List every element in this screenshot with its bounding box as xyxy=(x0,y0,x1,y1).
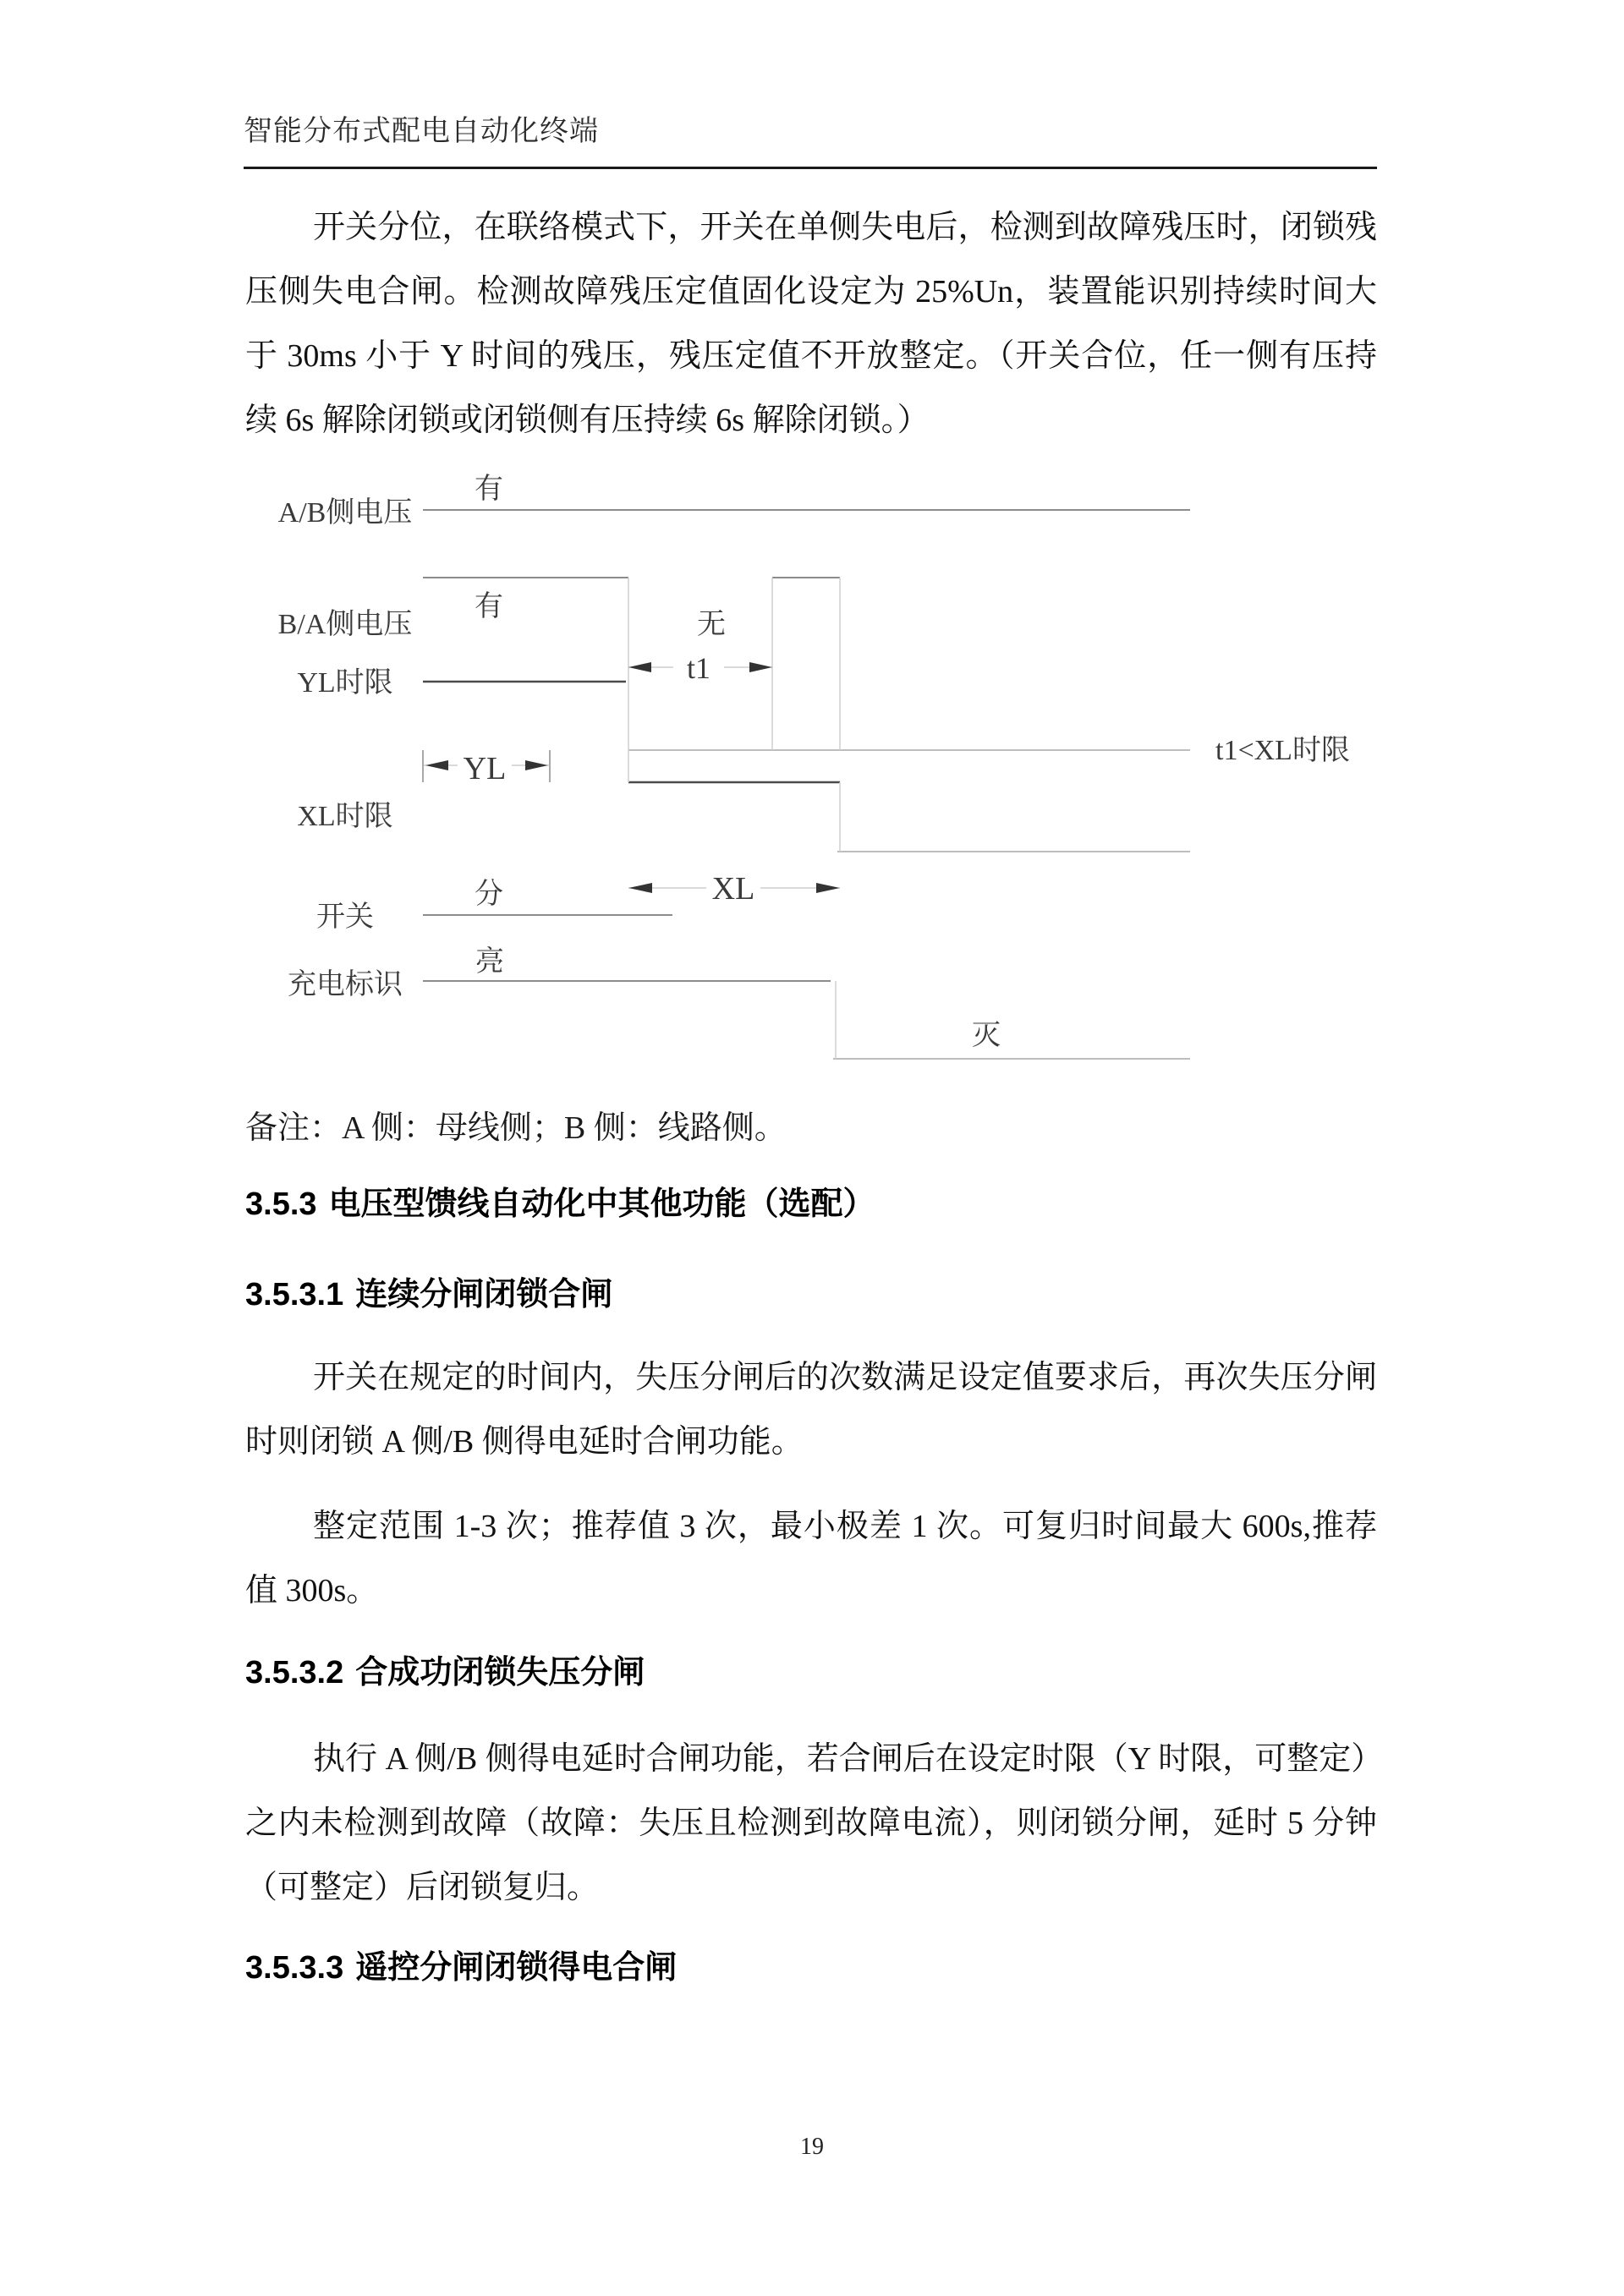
header-rule xyxy=(244,167,1377,169)
state-charge-out: 灭 xyxy=(972,1020,1001,1051)
xl-right-arrow-icon xyxy=(816,883,840,893)
xl-dimension-label: XL xyxy=(711,871,755,907)
heading-number: 3.5.3.2 xyxy=(245,1655,344,1690)
text-line: 执行 A 侧/B 侧得电延时合闸功能，若合闸后在设定时限（Y 时限，可整定） xyxy=(313,1741,1384,1777)
text-line: 整定范围 1-3 次；推荐值 3 次，最小极差 1 次。可复归时间最大 600s,推荐 xyxy=(313,1509,1377,1544)
paragraph-lockout-count xyxy=(245,1345,1377,1474)
page-number: 19 xyxy=(800,2134,824,2160)
yl-dimension-label: YL xyxy=(463,751,507,786)
heading-number: 3.5.3 xyxy=(245,1186,317,1222)
row-label-yl-limit: YL时限 xyxy=(297,667,393,699)
t1-left-arrow-icon xyxy=(628,662,651,672)
xl-left-arrow-icon xyxy=(628,883,652,893)
state-ba-absent: 无 xyxy=(697,609,726,640)
text-line: （可整定）后闭锁复归。 xyxy=(245,1870,600,1905)
state-ba-present: 有 xyxy=(475,591,503,622)
heading-title: 连续分闸闭锁合闸 xyxy=(355,1277,613,1312)
heading-3-5-3-3 xyxy=(245,1936,1377,2000)
heading-3-5-3 xyxy=(245,1172,1377,1236)
text-line: 开关在规定的时间内，失压分闸后的次数满足设定值要求后，再次失压分闸 xyxy=(313,1360,1377,1395)
row-label-xl-limit: XL时限 xyxy=(297,801,393,832)
heading-title: 合成功闭锁失压分闸 xyxy=(355,1655,645,1690)
heading-3-5-3-1 xyxy=(245,1263,1377,1327)
timing-diagram xyxy=(0,457,1624,1099)
t1-dimension-label: t1 xyxy=(686,651,711,685)
heading-number: 3.5.3.1 xyxy=(245,1277,344,1312)
row-label-switch: 开关 xyxy=(316,901,374,933)
heading-3-5-3-2 xyxy=(245,1641,1377,1705)
diagram-annotation-t1-less-than-xl: t1<XL时限 xyxy=(1215,735,1350,766)
text-line: 续 6s 解除闭锁或闭锁侧有压持续 6s 解除闭锁。） xyxy=(245,403,930,438)
text-line: 于 30ms 小于 Y 时间的残压，残压定值不开放整定。（开关合位，任一侧有压持 xyxy=(245,338,1377,374)
paragraph-residual-voltage xyxy=(245,195,1377,452)
t1-right-arrow-icon xyxy=(749,662,772,672)
text-line: 压侧失电合闸。检测故障残压定值固化设定为 25%Un，装置能识别持续时间大 xyxy=(245,274,1377,310)
paragraph-setting-range xyxy=(245,1494,1377,1623)
state-switch-open: 分 xyxy=(475,879,503,910)
text-line: 开关分位，在联络模式下，开关在单侧失电后，检测到故障残压时，闭锁残 xyxy=(313,210,1377,245)
heading-number: 3.5.3.3 xyxy=(245,1950,344,1986)
text-line: 之内未检测到故障（故障：失压且检测到故障电流），则闭锁分闸，延时 5 分钟 xyxy=(245,1806,1377,1841)
row-label-ab-voltage: A/B侧电压 xyxy=(277,497,413,529)
state-charge-lit: 亮 xyxy=(475,946,504,978)
heading-title: 遥控分闸闭锁得电合闸 xyxy=(355,1950,678,1986)
row-label-ba-voltage: B/A侧电压 xyxy=(277,609,413,640)
heading-title: 电压型馈线自动化中其他功能（选配） xyxy=(328,1186,875,1222)
yl-right-arrow-icon xyxy=(525,760,548,770)
note-a-side-b-side: 备注：A 侧：母线侧；B 侧：线路侧。 xyxy=(245,1110,787,1146)
page-header-title: 智能分布式配电自动化终端 xyxy=(244,116,599,147)
yl-left-arrow-icon xyxy=(425,760,448,770)
paragraph-close-success-lockout xyxy=(245,1727,1384,1920)
text-line: 值 300s。 xyxy=(245,1573,379,1608)
row-label-charge-flag: 充电标识 xyxy=(288,969,403,1000)
text-line: 时则闭锁 A 侧/B 侧得电延时合闸功能。 xyxy=(245,1424,804,1460)
state-ab-present: 有 xyxy=(475,474,503,505)
